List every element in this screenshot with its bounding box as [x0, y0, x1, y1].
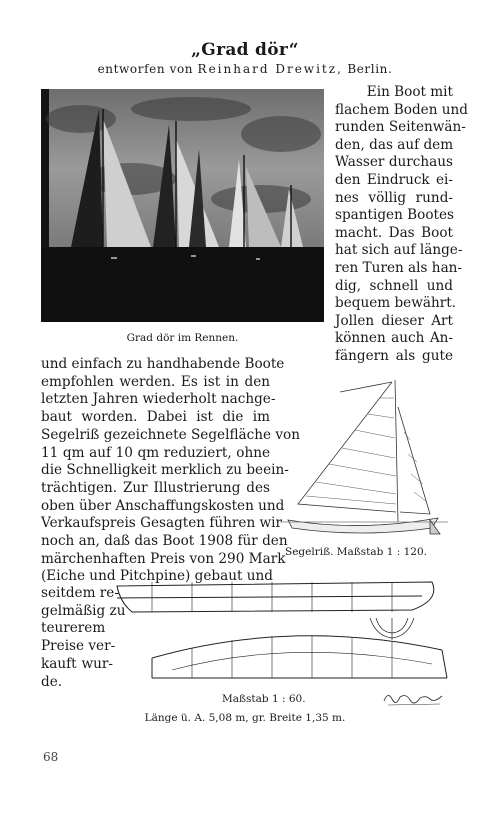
article-subtitle — [0, 62, 490, 76]
text-line: Segelriß gezeichnete Segelfläche von — [41, 426, 300, 443]
sail-plan-caption: Segelriß. Maßstab 1 : 120. — [285, 546, 427, 558]
text-line: den Eindruck ei- — [335, 171, 453, 188]
text-line: Wasser durchaus — [335, 154, 453, 171]
narrow-body-text — [41, 585, 126, 691]
text-line: Verkaufspreis Gesagten führen wir — [41, 515, 283, 532]
dimensions-caption: Länge ü. A. 5,08 m, gr. Breite 1,35 m. — [144, 712, 346, 724]
sail-plan-drawing — [280, 362, 450, 547]
main-body-text — [41, 356, 300, 586]
sail-plan-image — [280, 362, 450, 547]
text-line: macht. Das Boot — [335, 224, 453, 241]
signature-image — [380, 683, 450, 711]
race-photo — [41, 89, 324, 322]
subtitle-prefix: entworfen von — [97, 62, 194, 76]
text-line: nes völlig rund- — [335, 189, 453, 206]
text-line: (Eiche und Pitchpine) gebaut und — [41, 568, 273, 585]
text-line: teurerem — [41, 620, 106, 637]
text-line: Preise ver- — [41, 638, 116, 655]
subtitle-city: Berlin. — [347, 62, 393, 76]
text-line: spantigen Bootes — [335, 207, 455, 224]
text-line: flachem Boden und — [335, 101, 469, 118]
text-line: Ein Boot mit — [366, 84, 453, 100]
text-line: noch an, daß das Boot 1908 für den — [41, 533, 288, 550]
text-line: den, das auf dem — [335, 136, 454, 153]
text-line: gelmäßig zu — [41, 602, 126, 619]
text-line: ren Turen als han- — [335, 259, 463, 276]
text-line: trächtigen. Zur Illustrierung des — [41, 479, 270, 496]
text-line: oben über Anschaffungskosten und — [41, 497, 285, 514]
text-line: seitdem re- — [41, 585, 119, 601]
text-line: letzten Jahren wiederholt nachge- — [41, 391, 276, 408]
right-column-text — [335, 84, 469, 366]
text-line: können auch An- — [335, 330, 453, 347]
photo-caption: Grad dör im Rennen. — [126, 332, 239, 344]
hull-plan-image — [112, 578, 457, 688]
text-line: märchenhaften Preis von 290 Mark — [41, 550, 286, 567]
subtitle-author: Reinhard Drewitz, — [197, 62, 343, 76]
text-line: runden Seitenwän- — [335, 119, 466, 136]
text-line: dig, schnell und — [335, 277, 453, 294]
text-line: die Schnelligkeit merklich zu beein- — [41, 462, 289, 479]
text-line: de. — [41, 673, 63, 690]
text-line: bequem bewährt. — [335, 295, 456, 312]
hull-plan-drawing — [112, 578, 457, 688]
text-line: kauft wur- — [41, 655, 113, 672]
text-line: fängern als gute — [335, 347, 453, 364]
text-line: Jollen dieser Art — [335, 312, 453, 329]
text-line: und einfach zu handhabende Boote — [41, 356, 285, 372]
page-number: 68 — [43, 750, 59, 764]
designer-signature — [380, 683, 450, 711]
text-line: 11 qm auf 10 qm reduziert, ohne — [41, 444, 270, 461]
text-line: hat sich auf länge- — [335, 242, 463, 259]
race-photo-image — [41, 89, 324, 322]
text-line: baut worden. Dabei ist die im — [41, 409, 270, 426]
article-title: „Grad dör“ — [191, 40, 299, 60]
text-line: empfohlen werden. Es ist in den — [41, 373, 270, 390]
hull-plan-scale-caption: Maßstab 1 : 60. — [222, 693, 306, 705]
